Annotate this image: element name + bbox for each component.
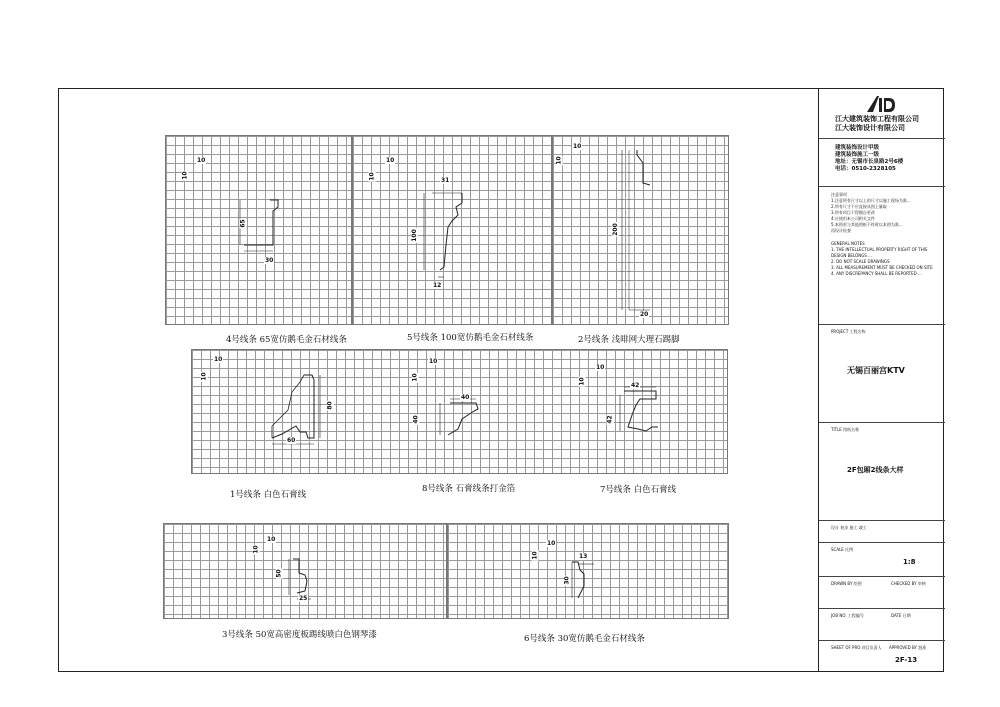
title-block — [818, 88, 944, 672]
sheet-number: 2F-13 — [895, 656, 918, 664]
dim-label: 10 — [267, 536, 276, 543]
detail-caption-2: 2号线条 浅啡网大理石踢脚 — [578, 335, 680, 345]
company-name-1: 江大建筑装饰工程有限公司 — [835, 115, 919, 123]
profile-8 — [430, 395, 490, 445]
dim-label: 100 — [410, 229, 418, 242]
dim-label: 10 — [214, 356, 223, 363]
detail-caption-4: 4号线条 65宽仿鹅毛金石材线条 — [226, 335, 347, 345]
notes-english: GENERAL NOTES 1. THE INTELLECTUAL PROPERTY RIGHT OF THIS DESIGN BELONGS ... 2. DO NOT SCALE DRAWINGS 3. ALL MEASUREMENT MUST BE CHECKED ON SITE 4. ANY DISCREPANCY SHALL BE REPORTED ... — [831, 241, 933, 276]
dim-label: 65 — [239, 219, 247, 228]
dim-label: 31 — [441, 177, 450, 184]
profile-2 — [615, 145, 665, 315]
dim-label: 42 — [606, 415, 614, 424]
detail-caption-6: 6号线条 30宽仿鹅毛金石材线条 — [524, 634, 645, 644]
dim-label: 80 — [326, 401, 334, 410]
sheet-of-label: SHEET OF PRO 项目负责人 — [831, 645, 882, 650]
dim-label: 10 — [596, 364, 605, 371]
profile-7 — [610, 385, 670, 445]
dim-label: 40 — [412, 415, 420, 424]
date-label: DATE 日期 — [891, 613, 911, 618]
detail-caption-7: 7号线条 白色石膏线 — [600, 485, 677, 495]
dim-label: 10 — [547, 540, 556, 547]
drawing-title: 2F包厢2线条大样 — [847, 466, 904, 474]
detail-caption-8: 8号线条 石膏线条打金箔 — [422, 484, 516, 494]
stage-row: 设计 初步 施工 竣工 — [831, 525, 867, 530]
dim-label: 10 — [181, 171, 189, 180]
dim-label: 10 — [573, 143, 582, 150]
dim-label: 10 — [200, 372, 208, 381]
project-name: 无锡百丽宫KTV — [847, 366, 905, 375]
dim-label: 10 — [531, 551, 539, 560]
company-name-2: 江大装饰设计有限公司 — [835, 124, 905, 132]
scale-label: SCALE 比例 — [831, 547, 854, 552]
notes-chinese: 注意事项 1.注意所有尺寸以上的尺寸以施工现场为准... 2.所有尺寸不应直接从图上量取 3.所有项目不得擅自更改 4.应使用本公司相关文件 5.本图若与其他图纸不符时以本图为准... 再设计检查 — [831, 192, 911, 233]
approved-by-label: APPROVED BY 批准 — [889, 645, 927, 650]
checked-by-label: CHECKED BY 审核 — [891, 581, 926, 586]
dim-label: 10 — [578, 377, 586, 386]
dim-label: 40 — [461, 394, 470, 401]
dim-label: 10 — [411, 373, 419, 382]
dim-label: 25 — [299, 595, 308, 602]
dim-label: 10 — [386, 157, 395, 164]
dim-label: 42 — [631, 382, 640, 389]
dim-label: 200 — [611, 223, 619, 236]
detail-caption-3: 3号线条 50宽高密度板踢线喷白色钢琴漆 — [222, 630, 377, 640]
job-no-label: JOB NO. 工程编号 — [831, 613, 864, 618]
dim-label: 30 — [563, 576, 571, 585]
company-license: 建筑装饰设计甲级 建筑装饰施工一级 地址：无锡市长泉路2号6楼 电话：0510-2328105 — [835, 145, 904, 172]
dim-label: 12 — [433, 282, 442, 289]
project-label: PROJECT 工程名称 — [831, 329, 866, 334]
dim-label: 10 — [252, 545, 260, 554]
scale-value: 1:8 — [903, 558, 916, 566]
dim-label: 10 — [197, 157, 206, 164]
dim-label: 10 — [555, 156, 563, 165]
dim-label: 10 — [429, 358, 438, 365]
profile-6 — [568, 558, 608, 603]
drawn-by-label: DRAWN BY 绘图 — [831, 581, 862, 586]
dim-label: 13 — [579, 553, 588, 560]
detail-caption-1: 1号线条 白色石膏线 — [230, 490, 307, 500]
detail-caption-5: 5号线条 100宽仿鹅毛金石材线条 — [407, 333, 534, 343]
dim-label: 10 — [368, 172, 376, 181]
title-label: TITLE 图纸名称 — [831, 427, 860, 432]
dim-label: 50 — [275, 569, 283, 578]
dim-label: 30 — [265, 257, 274, 264]
dim-label: 60 — [287, 437, 296, 444]
dim-label: 20 — [640, 311, 649, 318]
profile-5 — [410, 175, 480, 295]
company-logo-icon — [863, 94, 899, 114]
